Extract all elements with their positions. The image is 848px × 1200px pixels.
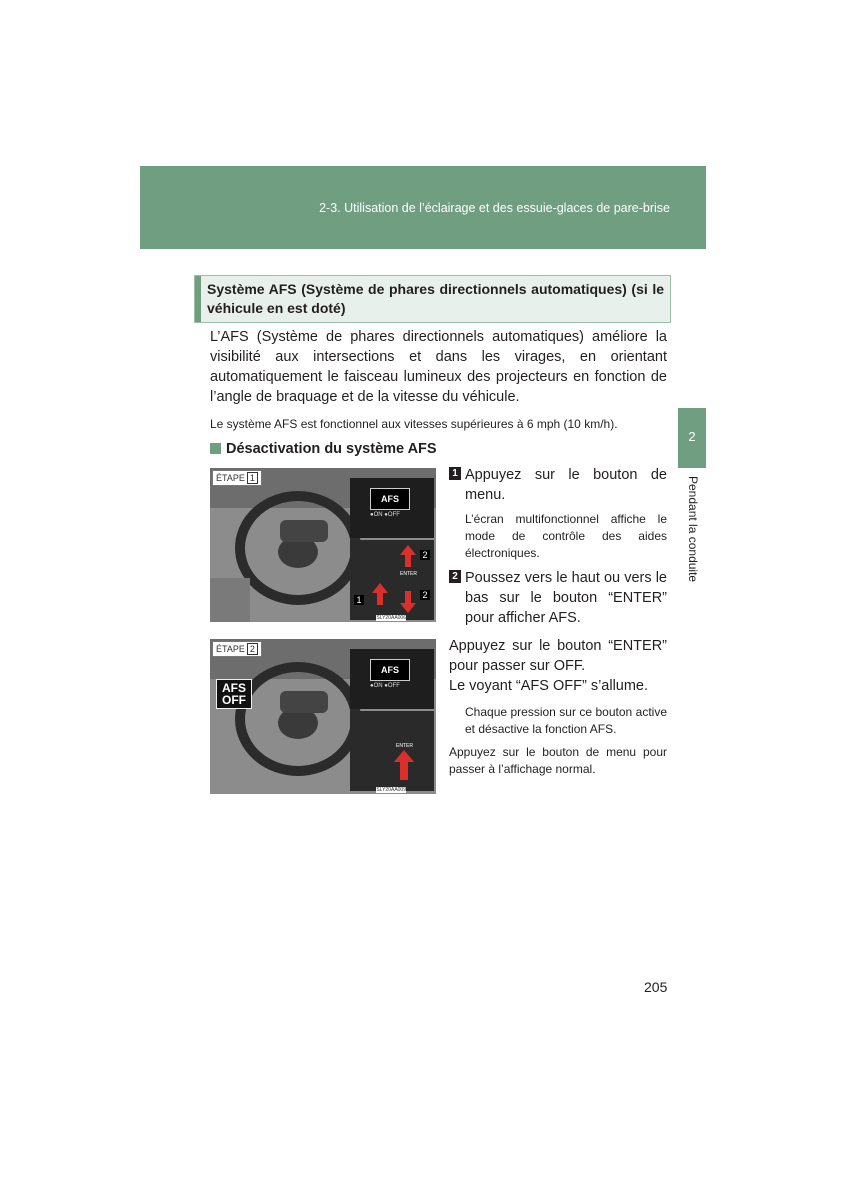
page-number: 205 xyxy=(644,979,668,995)
chapter-header-title: 2-3. Utilisation de l’éclairage et des essuie-glaces de pare-brise xyxy=(319,201,670,215)
callout-1: 1 xyxy=(354,595,364,605)
afs-off-indicator xyxy=(216,679,252,709)
step2-arrow xyxy=(360,714,436,794)
square-bullet-icon xyxy=(210,443,221,454)
step1-illustration xyxy=(210,468,436,622)
etape-number: 2 xyxy=(247,643,258,655)
afs-screen-label: AFS xyxy=(370,659,410,681)
section-title-accent-bar xyxy=(195,276,201,322)
step2-line-2: Le voyant “AFS OFF” s’allume. xyxy=(449,678,649,694)
callout-2-top: 2 xyxy=(420,550,430,560)
enter-button-label: ENTER xyxy=(396,743,413,749)
step1-item-1-text: Appuyez sur le bouton de menu. xyxy=(465,467,667,503)
item-number-1: 1 xyxy=(449,467,461,480)
enter-button-label: ENTER xyxy=(400,571,417,577)
subsection-heading xyxy=(210,441,437,457)
afs-on-off-label: ●ON ●OFF xyxy=(370,683,400,689)
step1-item-2-text: Poussez vers le haut ou vers le bas sur le bouton “ENTER” pour afficher AFS. xyxy=(465,570,667,626)
intro-paragraph: L’AFS (Système de phares directionnels automatiques) améliore la visibilité aux intersections et dans les virages, en orientant automatiquement le faisceau lumineux des projecteurs en fonction de l’angle de braquage et de la vitesse du véhicule. xyxy=(210,329,667,405)
etape-label: ÉTAPE xyxy=(216,473,245,483)
step1-item-2 xyxy=(449,568,667,628)
image-code-1: SLY20AA006 xyxy=(376,615,406,621)
etape-badge-1 xyxy=(212,470,262,486)
etape-badge-2 xyxy=(212,641,262,657)
speed-note: Le système AFS est fonctionnel aux vitesses supérieures à 6 mph (10 km/h). xyxy=(210,417,618,431)
section-title: Système AFS (Système de phares directionnels automatiques) (si le véhicule en est doté) xyxy=(207,281,664,316)
afs-screen-label: AFS xyxy=(370,488,410,510)
step2-illustration xyxy=(210,639,436,794)
subsection-title: Désactivation du système AFS xyxy=(226,441,437,457)
chapter-side-tab-number: 2 xyxy=(688,429,696,444)
step2-note: Chaque pression sur ce bouton active et désactive la fonction AFS. xyxy=(465,705,667,736)
etape-number: 1 xyxy=(247,472,258,484)
step2-text xyxy=(449,636,667,778)
chapter-header-band xyxy=(140,166,706,249)
indicator-line-1: AFS xyxy=(222,681,246,695)
item-number-2: 2 xyxy=(449,570,461,583)
step1-text xyxy=(449,465,667,628)
step1-item-1-note: L’écran multifonctionnel affiche le mode de contrôle des aides électroniques. xyxy=(465,512,667,560)
callout-2-bottom: 2 xyxy=(420,590,430,600)
step2-footer: Appuyez sur le bouton de menu pour passer à l’affichage normal. xyxy=(449,745,667,776)
step2-line-1: Appuyez sur le bouton “ENTER” pour passer sur OFF. xyxy=(449,638,667,674)
step1-item-1 xyxy=(449,465,667,505)
chapter-side-label: Pendant la conduite xyxy=(686,476,700,583)
chapter-side-tab xyxy=(678,408,706,468)
image-code-2: SLY20AA009 xyxy=(376,787,406,793)
section-title-box xyxy=(194,275,671,323)
indicator-line-2: OFF xyxy=(222,693,246,707)
etape-label: ÉTAPE xyxy=(216,644,245,654)
afs-on-off-label: ●ON ●OFF xyxy=(370,512,400,518)
